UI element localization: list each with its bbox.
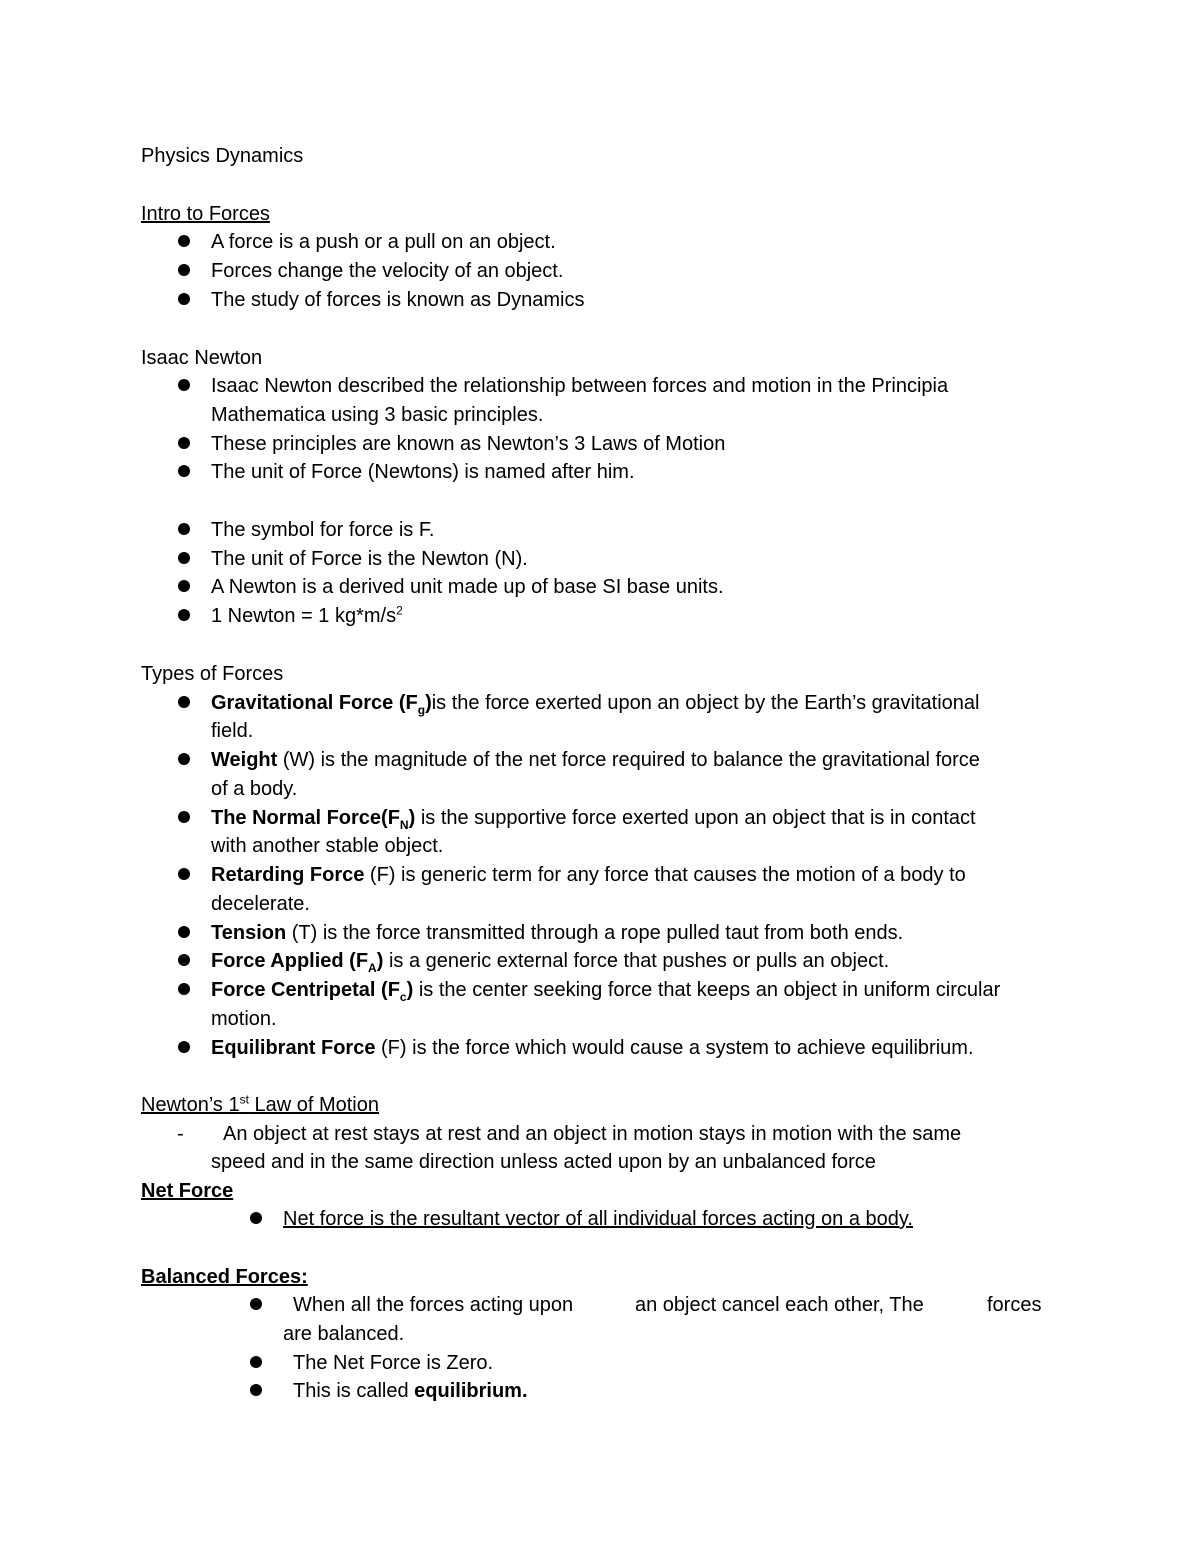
balanced-heading: Balanced Forces: [141,1266,308,1288]
list-item: A force is a push or a pull on an object. [211,231,556,253]
types-heading: Types of Forces [141,663,284,685]
term: equilibrium. [414,1380,528,1402]
list-item: Forces change the velocity of an object. [211,260,564,282]
list-item [211,602,403,630]
dash-marker: - [177,1123,184,1145]
list-item-continuation: of a body. [211,778,298,800]
net-force-heading: Net Force [141,1180,234,1202]
term: Weight [211,749,278,771]
list-item-continuation: decelerate. [211,893,310,915]
list-item: The unit of Force (Newtons) is named after him. [211,461,635,483]
list-item: Force Centripetal $(F_c)$ is the center seeking force that keeps an object in uniform circular [211,979,1001,1004]
bullet-icon [250,1212,262,1224]
exponent: 2 [396,603,403,618]
bullet-icon [250,1298,262,1310]
bullet-icon [178,437,190,449]
bullet-icon [178,580,190,592]
list-item: The Normal $Force(F_N)$ is the supportive force exerted upon an object that is in contact [211,807,976,832]
term: The Normal $Force(F_N)$ [211,807,416,832]
bullet-icon [178,379,190,391]
term: Force Applied $(F_A)$ [211,950,384,975]
bullet-icon [178,1041,190,1053]
bullet-icon [178,868,190,880]
bullet-icon [178,983,190,995]
bullet-icon [178,523,190,535]
list-item: This is called equilibrium. [293,1380,528,1402]
list-item: Force Applied $(F_A)$ is a generic external force that pushes or pulls an object. [211,950,890,975]
list-item: A Newton is a derived unit made up of base SI base units. [211,576,724,598]
list-item-part: an object cancel each other, The [635,1294,924,1316]
document-title: Physics Dynamics [141,145,304,167]
term: Retarding Force [211,864,365,886]
bullet-icon [178,264,190,276]
bullet-icon [178,552,190,564]
list-item: These principles are known as Newton’s 3 Laws of Motion [211,433,726,455]
law-text: An object at rest stays at rest and an object in motion stays in motion with the same [223,1123,962,1145]
list-item-continuation: motion. [211,1008,277,1030]
bullet-icon [178,696,190,708]
list-item: Equilibrant Force (F) is the force which would cause a system to achieve equilibrium. [211,1037,974,1059]
term: Gravitational Force $(F_g)$ [211,692,432,717]
list-item: The unit of Force is the Newton (N). [211,548,528,570]
list-item-continuation: are balanced. [283,1323,405,1345]
bullet-icon [178,811,190,823]
bullet-icon [178,926,190,938]
bullet-icon [250,1356,262,1368]
bullet-icon [250,1384,262,1396]
list-item-continuation: field. [211,720,254,742]
newton-formula: 1 Newton = 1 kg*m/s [211,605,397,627]
list-item: Tension (T) is the force transmitted through a rope pulled taut from both ends. [211,922,904,944]
list-item-part: forces [987,1294,1042,1316]
term: Force Centripetal $(F_c)$ [211,979,414,1004]
list-item-continuation: with another stable object. [211,835,444,857]
list-item-continuation: Mathematica using 3 basic principles. [211,404,544,426]
list-item: Isaac Newton described the relationship between forces and motion in the Principia [211,375,949,397]
list-item: The symbol for force is F. [211,519,435,541]
list-item-part: When all the forces acting upon [293,1294,574,1316]
list-item: Net force is the resultant vector of all individual forces acting on a body. [283,1208,913,1230]
list-item: The Net Force is Zero. [293,1352,494,1374]
bullet-icon [178,293,190,305]
term: Equilibrant Force [211,1037,376,1059]
list-item: Gravitational Force $(F_g)is$ the force exerted upon an object by the Earth’s gravitational [211,692,980,717]
bullet-icon [178,465,190,477]
intro-heading: Intro to Forces [141,203,270,225]
list-item: The study of forces is known as Dynamics [211,289,585,311]
list-item: Weight (W) is the magnitude of the net force required to balance the gravitational force [211,749,980,771]
bullet-icon [178,753,190,765]
list-item: Retarding Force (F) is generic term for any force that causes the motion of a body to [211,864,966,886]
bullet-icon [178,954,190,966]
newton-heading: Isaac Newton [141,347,263,369]
law-text-continuation: speed and in the same direction unless acted upon by an unbalanced force [211,1151,876,1173]
first-law-heading: Newton’s 1st Law of Motion [141,1092,379,1116]
term: Tension [211,922,287,944]
bullet-icon [178,609,190,621]
bullet-icon [178,235,190,247]
